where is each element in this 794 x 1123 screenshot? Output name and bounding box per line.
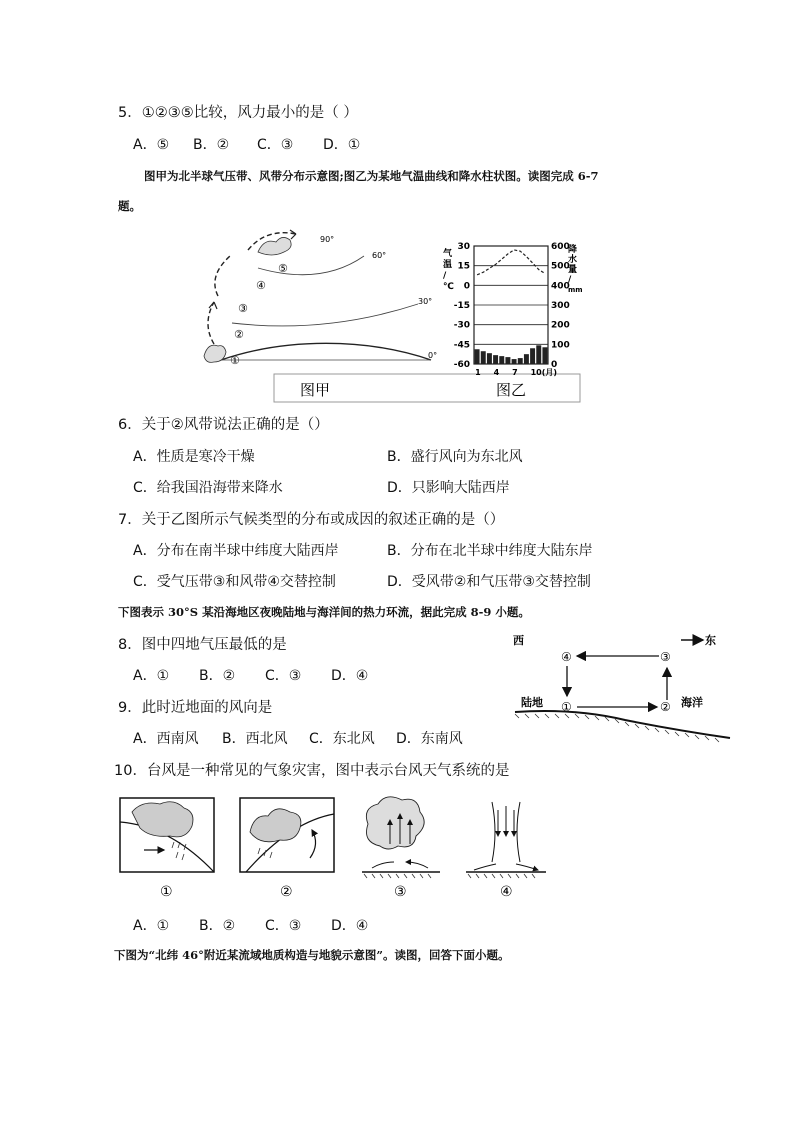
precip-tick-label: 300	[551, 301, 570, 311]
figure-thermal-circulation	[505, 628, 740, 743]
chart-grid	[474, 266, 548, 345]
q7-option-a: A．分布在南半球中纬度大陆西岸	[133, 543, 339, 559]
lat-90-label: 90°	[320, 235, 335, 244]
question-9-stem: 9．此时近地面的风向是	[118, 700, 273, 716]
figure-yi-label: 图乙	[496, 381, 527, 399]
arrowhead	[290, 230, 296, 239]
right-axis-title-char: 水	[568, 255, 578, 265]
question-6-stem: 6．关于②风带说法正确的是（）	[118, 417, 329, 433]
precip-bar-10	[530, 348, 535, 364]
system-3	[362, 797, 440, 878]
precip-bar-7	[512, 359, 517, 364]
lat-30-line	[232, 304, 418, 326]
q9-option-b: B．西北风	[222, 731, 288, 747]
q5-option-b: B．②	[193, 137, 230, 153]
q5-option-a: A．⑤	[133, 137, 170, 153]
month-tick-label: 7	[512, 368, 518, 377]
precip-bar-4	[493, 355, 498, 364]
left-axis-title-char: /	[443, 271, 447, 281]
temp-tick-label: 15	[457, 261, 470, 272]
lat-60-label: 60°	[372, 251, 387, 260]
precip-tick-label: 400	[551, 281, 570, 292]
q7-option-c: C．受气压带③和风带④交替控制	[133, 574, 336, 590]
mark-4: ④	[256, 279, 266, 292]
figure-jia-label: 图甲	[300, 381, 331, 399]
lat-30-label: 30°	[418, 297, 433, 306]
q8-option-d: D．④	[331, 668, 369, 684]
q6-option-a: A．性质是寒冷干燥	[133, 449, 255, 465]
month-tick-label: 10(月)	[530, 368, 558, 377]
system-1	[120, 798, 214, 872]
point-3: ③	[660, 650, 671, 664]
circulation-mid	[215, 256, 230, 296]
q5-option-c: C．③	[257, 137, 294, 153]
q10-option-a: A．①	[133, 918, 170, 934]
precip-bar-2	[481, 351, 486, 364]
point-4: ④	[561, 650, 572, 664]
left-axis-title-char: 温	[443, 260, 453, 270]
precip-bar-6	[505, 357, 510, 364]
hemisphere-arc	[221, 343, 431, 360]
precip-tick-label: 0	[551, 360, 558, 370]
q10-option-b: B．②	[199, 918, 236, 934]
q6-option-d: D．只影响大陆西岸	[387, 480, 510, 496]
q6-option-c: C．给我国沿海带来降水	[133, 480, 283, 496]
east-label: 东	[705, 634, 716, 647]
mark-2: ②	[234, 328, 244, 341]
precip-bar-12	[542, 347, 547, 364]
precip-bar-8	[518, 358, 523, 364]
right-axis-title-char: mm	[568, 286, 583, 294]
precip-tick-label: 500	[551, 261, 570, 272]
coast-profile	[515, 711, 730, 738]
question-10-stem: 10．台风是一种常见的气象灾害，图中表示台风天气系统的是	[114, 763, 510, 779]
precip-bars	[475, 345, 548, 364]
left-axis-title-char: ℃	[443, 282, 454, 292]
circulation-low	[208, 302, 214, 344]
ocean-label: 海洋	[681, 696, 703, 709]
mark-3: ③	[238, 302, 248, 315]
mark-5: ⑤	[278, 262, 288, 275]
intro-next: 下图为“北纬 46°附近某流域地质构造与地貌示意图”。读图，回答下面小题。	[114, 948, 510, 962]
precip-bar-1	[475, 349, 480, 364]
west-label: 西	[513, 634, 524, 647]
temp-tick-label: -60	[453, 360, 470, 370]
intro-6-7-line1: 图甲为北半球气压带、风带分布示意图;图乙为某地气温曲线和降水柱状图。读图完成 6-7	[144, 169, 599, 183]
temp-tick-label: -30	[453, 320, 470, 331]
precip-bar-3	[487, 353, 492, 364]
precip-bar-5	[499, 356, 504, 364]
system-3-label: ③	[394, 884, 407, 900]
temp-tick-label: 30	[457, 242, 470, 252]
temp-tick-label: 0	[463, 281, 470, 292]
q7-option-d: D．受风带②和气压带③交替控制	[387, 574, 591, 590]
question-5-stem: 5．①②③⑤比较，风力最小的是（ ）	[118, 105, 358, 121]
question-7-stem: 7．关于乙图所示气候类型的分布或成因的叙述正确的是（）	[118, 512, 505, 528]
cloud-polar	[258, 237, 291, 255]
precip-tick-label: 200	[551, 320, 570, 331]
temp-tick-label: -15	[453, 301, 470, 311]
system-4	[466, 802, 546, 878]
temperature-curve	[477, 250, 545, 275]
q7-option-b: B．分布在北半球中纬度大陆东岸	[387, 543, 593, 559]
q9-option-a: A．西南风	[133, 731, 199, 747]
figure-jia-yi	[196, 226, 586, 406]
intro-8-9: 下图表示 30°S 某沿海地区夜晚陆地与海洋间的热力环流，据此完成 8-9 小题。	[118, 605, 530, 619]
right-axis-title-char: /	[568, 275, 572, 285]
q10-option-c: C．③	[265, 918, 302, 934]
precip-tick-label: 600	[551, 242, 570, 252]
right-axis-title	[568, 243, 583, 294]
system-1-label: ①	[160, 884, 173, 900]
q8-option-a: A．①	[133, 668, 170, 684]
left-axis-title	[443, 247, 454, 292]
system-2	[240, 798, 334, 872]
lat-0-label: 0°	[428, 351, 438, 360]
precip-bar-11	[536, 345, 541, 364]
right-axis-title-char: 降	[568, 245, 578, 255]
q9-option-c: C．东北风	[309, 731, 375, 747]
month-tick-label: 1	[475, 368, 481, 377]
point-1: ①	[561, 700, 572, 714]
system-4-label: ④	[500, 884, 513, 900]
intro-6-7-line2: 题。	[118, 199, 141, 213]
q8-option-b: B．②	[199, 668, 236, 684]
q10-option-d: D．④	[331, 918, 369, 934]
question-8-stem: 8．图中四地气压最低的是	[118, 637, 287, 653]
lat-60-line	[258, 256, 364, 275]
land-label: 陆地	[521, 696, 543, 709]
left-axis-title-char: 气	[443, 249, 453, 259]
precip-tick-label: 100	[551, 340, 570, 351]
q6-option-b: B．盛行风向为东北风	[387, 449, 523, 465]
mark-1: ①	[230, 354, 240, 367]
precip-bar-9	[524, 354, 529, 364]
figure-weather-systems	[110, 792, 550, 902]
temp-tick-label: -45	[453, 340, 470, 351]
q9-option-d: D．东南风	[396, 731, 463, 747]
month-tick-label: 4	[493, 368, 500, 377]
point-2: ②	[660, 700, 671, 714]
q5-option-d: D．①	[323, 137, 361, 153]
q8-option-c: C．③	[265, 668, 302, 684]
chart-ticks	[454, 242, 570, 377]
system-2-label: ②	[280, 884, 293, 900]
right-axis-title-char: 量	[568, 265, 578, 275]
